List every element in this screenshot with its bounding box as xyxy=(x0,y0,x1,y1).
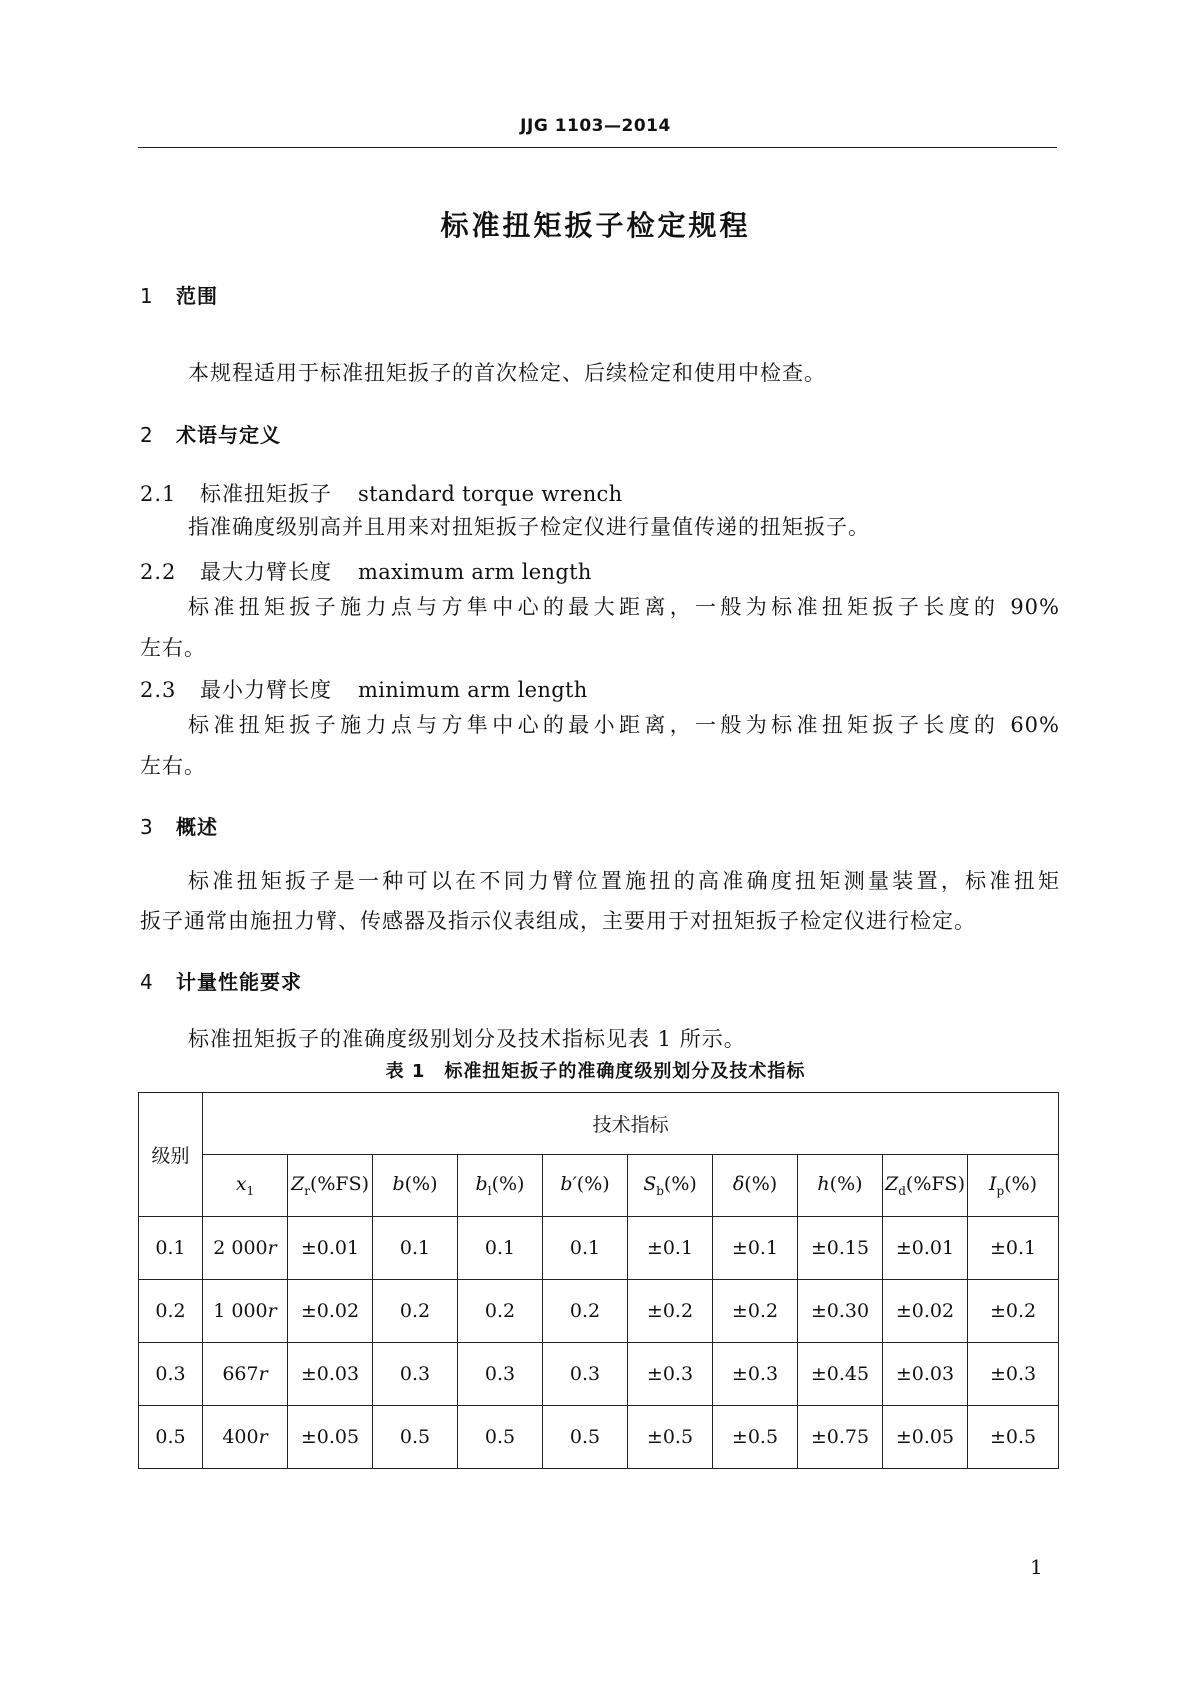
table-cell: 0.3 xyxy=(373,1343,458,1406)
term-number: 2.1 xyxy=(140,482,177,506)
table-cell: 667r xyxy=(203,1343,288,1406)
table-cell: 0.5 xyxy=(543,1406,628,1469)
term-number: 2.2 xyxy=(140,560,177,584)
overview-paragraph-line2: 扳子通常由施扭力臂、传感器及指示仪表组成，主要用于对扭矩扳子检定仪进行检定。 xyxy=(140,909,976,933)
section-heading-overview xyxy=(140,811,218,840)
table-cell: ±0.30 xyxy=(798,1280,883,1343)
term-2-3-definition-cont: 左右。 xyxy=(140,754,206,778)
table-caption: 表 1 标准扭矩扳子的准确度级别划分及技术指标 xyxy=(385,1061,806,1082)
table-cell: ±0.1 xyxy=(628,1217,713,1280)
table-cell: ±0.01 xyxy=(288,1217,373,1280)
overview-paragraph-line1: 标准扭矩扳子是一种可以在不同力臂位置施扭的高准确度扭矩测量装置，标准扭矩 xyxy=(188,869,1060,893)
section-title: 范围 xyxy=(176,284,218,308)
document-title: 标准扭矩扳子检定规程 xyxy=(440,209,751,242)
column-header: b′(%) xyxy=(543,1155,628,1217)
header-divider xyxy=(138,147,1057,148)
term-2-2 xyxy=(140,556,592,586)
table-row xyxy=(139,1406,1059,1469)
table-cell: ±0.02 xyxy=(288,1280,373,1343)
table-row xyxy=(139,1343,1059,1406)
term-2-2-definition-cont: 左右。 xyxy=(140,636,206,660)
table-cell: 0.5 xyxy=(373,1406,458,1469)
section-number: 2 xyxy=(140,423,154,447)
term-2-1-definition: 指准确度级别高并且用来对扭矩扳子检定仪进行量值传递的扭矩扳子。 xyxy=(188,515,870,539)
table-cell: ±0.1 xyxy=(713,1217,798,1280)
page-number: 1 xyxy=(1030,1555,1043,1579)
term-2-1 xyxy=(140,478,622,508)
table-cell: 0.2 xyxy=(543,1280,628,1343)
grade-cell: 0.2 xyxy=(139,1280,203,1343)
table-cell: ±0.75 xyxy=(798,1406,883,1469)
section-heading-terms xyxy=(140,419,281,448)
metrology-paragraph: 标准扭矩扳子的准确度级别划分及技术指标见表 1 所示。 xyxy=(188,1027,746,1051)
column-header: δ(%) xyxy=(713,1155,798,1217)
table-cell: ±0.03 xyxy=(883,1343,968,1406)
table-cell: ±0.5 xyxy=(968,1406,1059,1469)
term-english: maximum arm length xyxy=(358,560,592,584)
table-cell: 1 000r xyxy=(203,1280,288,1343)
table-cell: ±0.1 xyxy=(968,1217,1059,1280)
table-cell: ±0.02 xyxy=(883,1280,968,1343)
section-title: 术语与定义 xyxy=(176,423,281,447)
table-cell: 0.1 xyxy=(373,1217,458,1280)
table-cell: ±0.3 xyxy=(968,1343,1059,1406)
table-cell: ±0.5 xyxy=(628,1406,713,1469)
table-row xyxy=(139,1217,1059,1280)
scope-paragraph: 本规程适用于标准扭矩扳子的首次检定、后续检定和使用中检查。 xyxy=(188,361,826,385)
column-header: h(%) xyxy=(798,1155,883,1217)
section-number: 4 xyxy=(140,970,154,994)
grade-cell: 0.3 xyxy=(139,1343,203,1406)
term-number: 2.3 xyxy=(140,678,177,702)
table-cell: ±0.3 xyxy=(713,1343,798,1406)
table-cell: 0.3 xyxy=(543,1343,628,1406)
table-cell: ±0.2 xyxy=(968,1280,1059,1343)
section-title: 概述 xyxy=(176,815,218,839)
table-cell: 0.2 xyxy=(458,1280,543,1343)
table-header-row xyxy=(139,1093,1059,1155)
table-cell: 0.1 xyxy=(543,1217,628,1280)
table-cell: ±0.05 xyxy=(288,1406,373,1469)
term-2-2-definition: 标准扭矩扳子施力点与方隼中心的最大距离，一般为标准扭矩扳子长度的 90% xyxy=(188,595,1060,619)
table-cell: ±0.15 xyxy=(798,1217,883,1280)
term-2-3-definition: 标准扭矩扳子施力点与方隼中心的最小距离，一般为标准扭矩扳子长度的 60% xyxy=(188,713,1060,737)
section-title: 计量性能要求 xyxy=(176,970,302,994)
table-cell: 2 000r xyxy=(203,1217,288,1280)
table-cell: ±0.01 xyxy=(883,1217,968,1280)
term-english: standard torque wrench xyxy=(358,482,623,506)
column-header: b(%) xyxy=(373,1155,458,1217)
column-header: $x_1$ xyxy=(203,1155,288,1217)
table-row xyxy=(139,1280,1059,1343)
column-header: $I_p(\%)$ xyxy=(968,1155,1059,1217)
table-cell: ±0.05 xyxy=(883,1406,968,1469)
term-chinese: 最小力臂长度 xyxy=(200,678,332,702)
column-header: $b_l(\%)$ xyxy=(458,1155,543,1217)
table-subheader-row xyxy=(139,1155,1059,1217)
section-number: 1 xyxy=(140,284,154,308)
section-heading-scope xyxy=(140,280,218,309)
table-cell: ±0.2 xyxy=(628,1280,713,1343)
term-english: minimum arm length xyxy=(358,678,588,702)
accuracy-grade-table xyxy=(138,1092,1059,1469)
column-header: $S_b(\%)$ xyxy=(628,1155,713,1217)
table-cell: 400r xyxy=(203,1406,288,1469)
table-cell: 0.5 xyxy=(458,1406,543,1469)
table-cell: 0.1 xyxy=(458,1217,543,1280)
section-heading-metrology xyxy=(140,966,302,995)
table-cell: ±0.45 xyxy=(798,1343,883,1406)
table-cell: ±0.03 xyxy=(288,1343,373,1406)
column-header: $Z_r(\%FS)$ xyxy=(288,1155,373,1217)
grade-column-header: 级别 xyxy=(139,1093,203,1217)
term-2-3 xyxy=(140,674,588,704)
term-chinese: 最大力臂长度 xyxy=(200,560,332,584)
term-chinese: 标准扭矩扳子 xyxy=(200,482,332,506)
table-cell: 0.3 xyxy=(458,1343,543,1406)
table-cell: ±0.5 xyxy=(713,1406,798,1469)
technical-indicators-header: 技术指标 xyxy=(203,1093,1059,1155)
grade-cell: 0.1 xyxy=(139,1217,203,1280)
table-cell: ±0.3 xyxy=(628,1343,713,1406)
column-header: $Z_d(\%FS)$ xyxy=(883,1155,968,1217)
section-number: 3 xyxy=(140,815,154,839)
document-code-header: JJG 1103—2014 xyxy=(520,116,671,136)
grade-cell: 0.5 xyxy=(139,1406,203,1469)
table-cell: 0.2 xyxy=(373,1280,458,1343)
table-cell: ±0.2 xyxy=(713,1280,798,1343)
